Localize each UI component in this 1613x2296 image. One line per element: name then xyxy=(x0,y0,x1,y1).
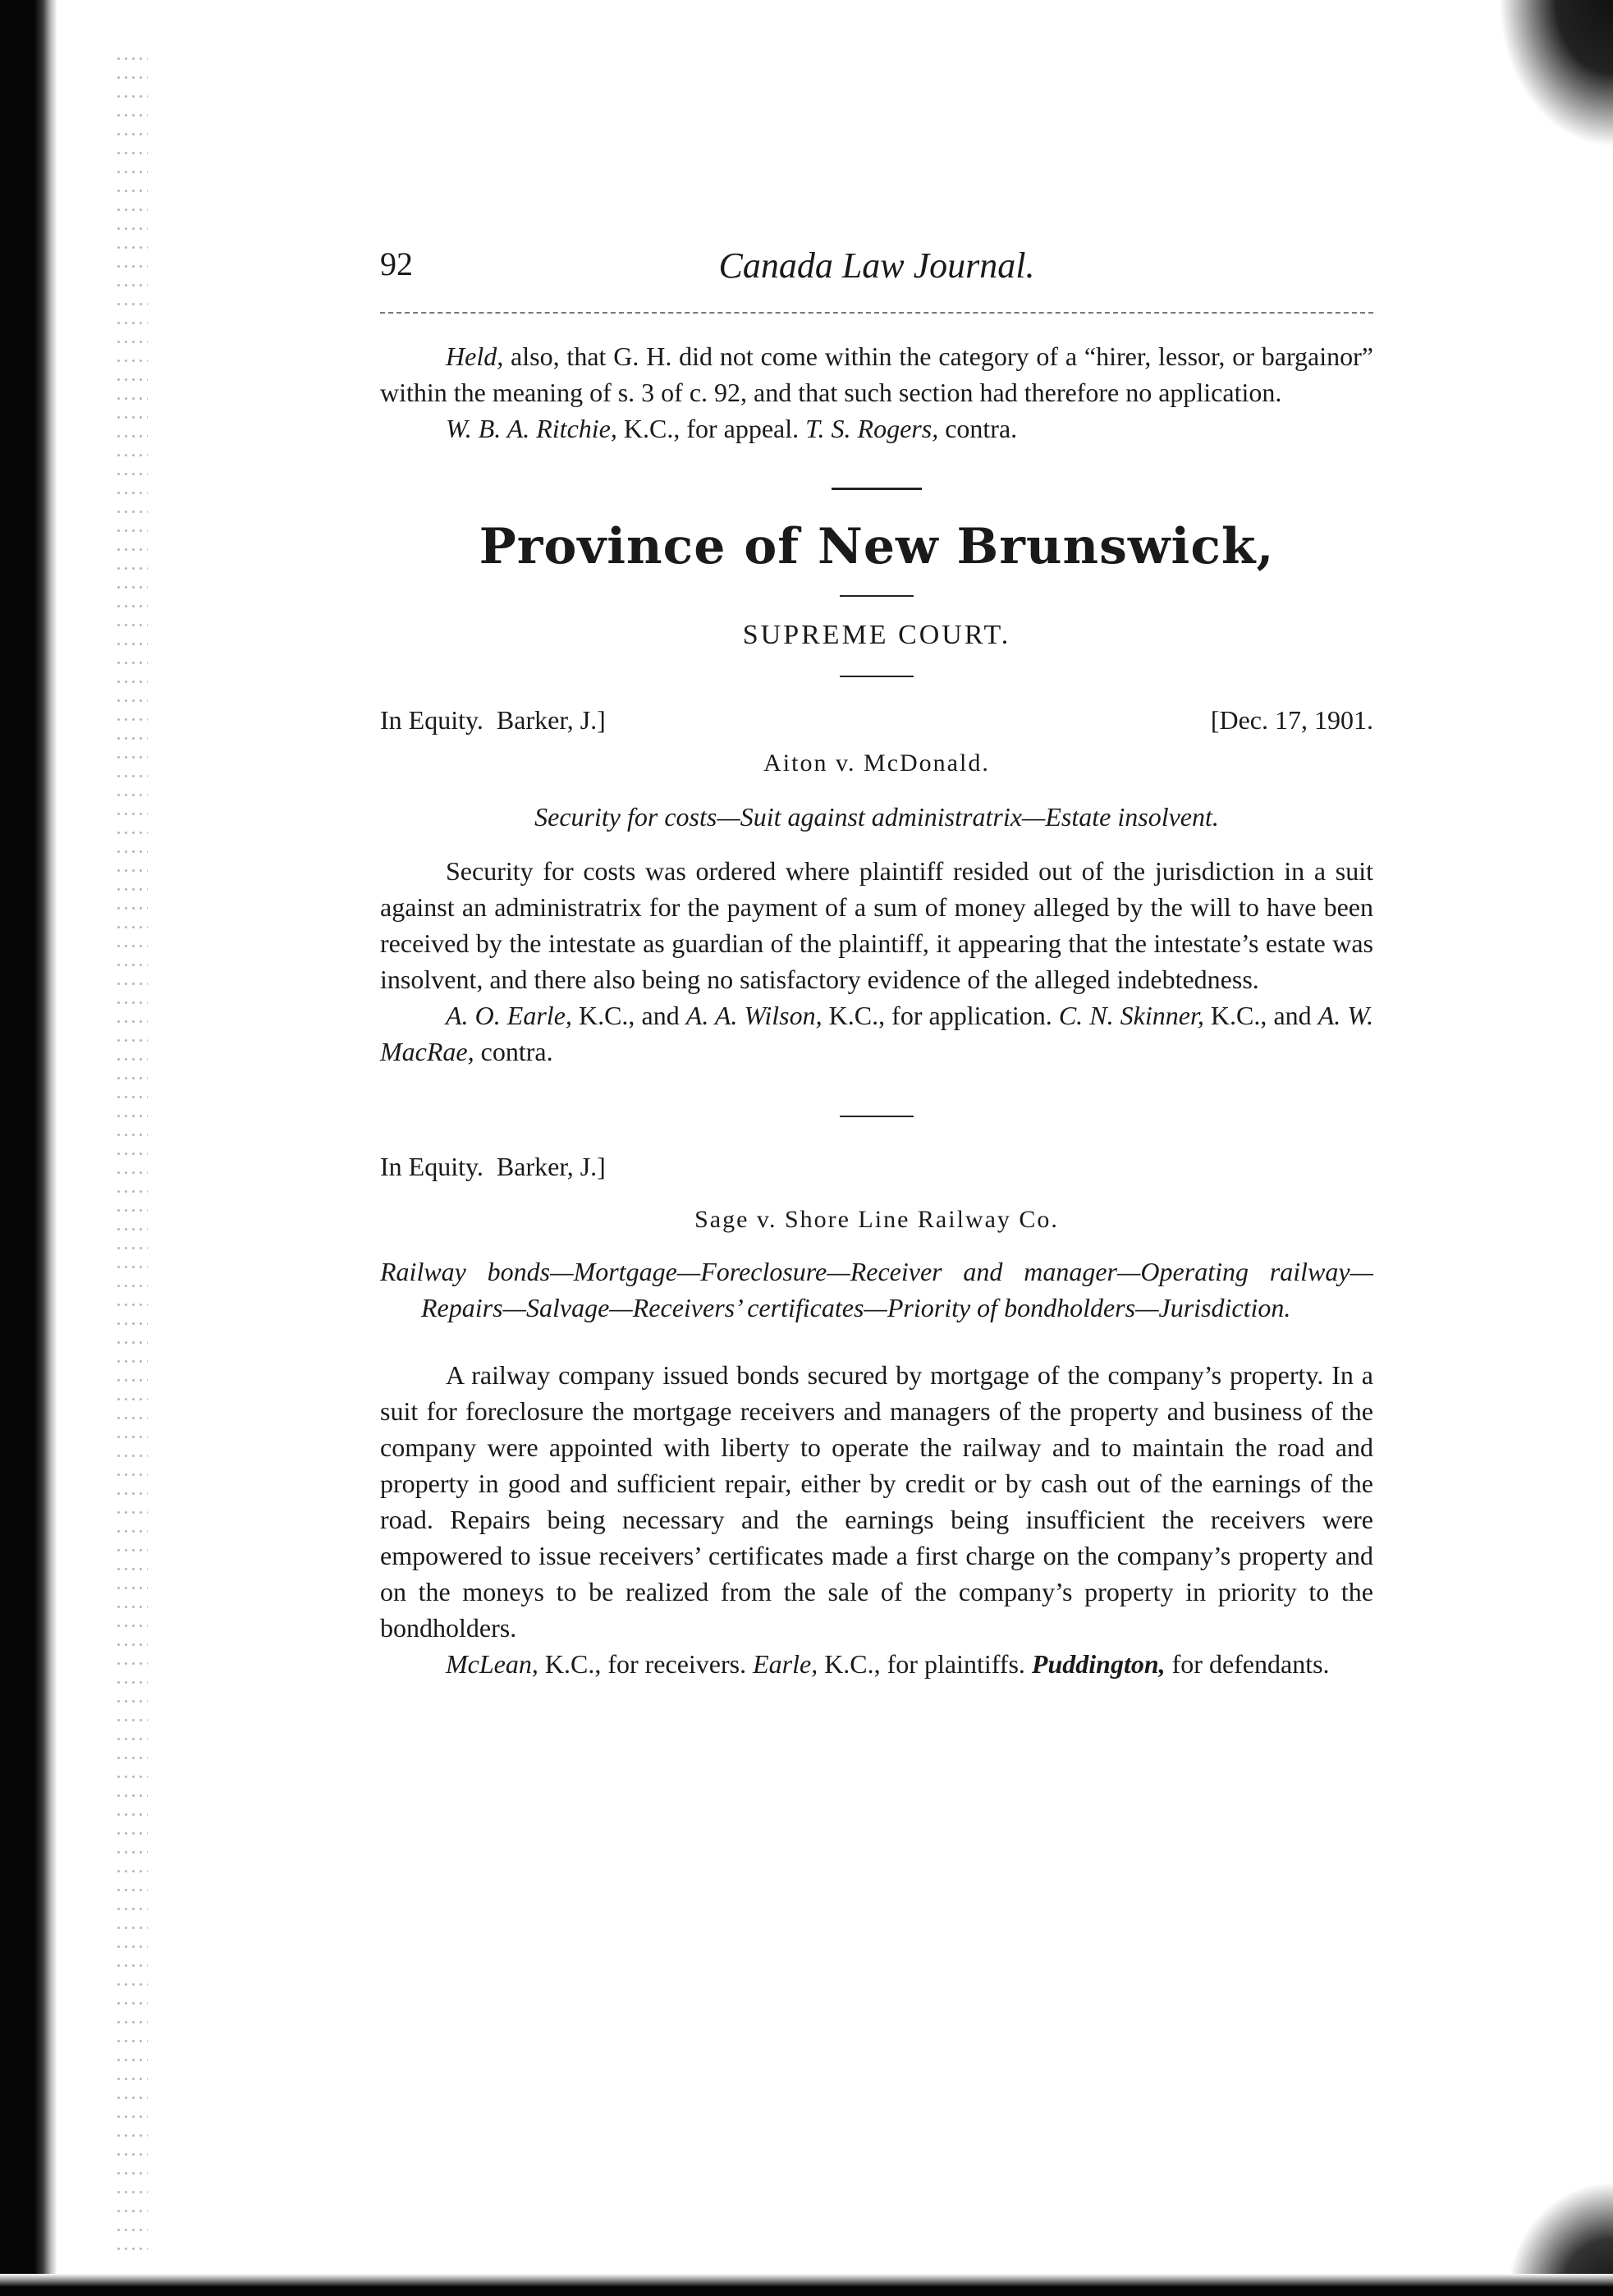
case2-division: In Equity. xyxy=(380,1152,483,1181)
counsel-text: for defendants. xyxy=(1165,1649,1330,1679)
counsel-name: Earle, xyxy=(753,1649,818,1679)
counsel-name: C. N. Skinner, xyxy=(1058,1001,1204,1030)
counsel-text: contra. xyxy=(938,414,1018,443)
case2-counsel xyxy=(380,1646,1373,1682)
counsel-name: A. W. MacRae, xyxy=(380,1001,1374,1066)
case1-division: In Equity. xyxy=(380,705,483,735)
counsel-text: K.C., for appeal. xyxy=(616,414,806,443)
case1-court-judge xyxy=(380,705,606,736)
page-number: 92 xyxy=(380,245,413,282)
counsel-name: A. O. Earle, xyxy=(446,1001,572,1030)
case2-court-judge xyxy=(380,1152,606,1182)
page-header xyxy=(380,238,1373,312)
scan-edge-left xyxy=(0,0,57,2296)
counsel-name: A. A. Wilson, xyxy=(685,1001,823,1030)
case2-body: A railway company issued bonds secured by mortgage of the company’s property. In a suit for foreclosure the mortgage receivers and managers of the property and business of the company were appointed with liberty to operate the railway and to maintain the road and property in good and sufficient repair, either by credit or by cash out of the earnings of the road. Repairs being necessary and the earnings being insufficient the receivers were empowered to issue receivers’ certificates made a first charge on the company’s property and on the moneys to be realized from the sale of the company’s property in priority to the bondholders. xyxy=(380,1360,1373,1643)
held-label: Held, xyxy=(446,341,504,371)
case2-judge: Barker, J.] xyxy=(496,1152,606,1181)
counsel-text: K.C., for receivers. xyxy=(538,1649,754,1679)
counsel-text: K.C., for application. xyxy=(822,1001,1059,1030)
held-text: also, that G. H. did not come within the category of a “hirer, lessor, or bargainor” within the meaning of s. 3 of c. 92, and that such section had therefore no application. xyxy=(380,341,1373,407)
scan-edge-bottom xyxy=(0,2274,1613,2296)
prev-case-counsel xyxy=(380,410,1373,447)
scan-speckle xyxy=(115,49,148,2266)
counsel-name: McLean, xyxy=(446,1649,538,1679)
case1-judge: Barker, J.] xyxy=(496,705,606,735)
case1-heading-line xyxy=(380,705,1373,743)
court-title: SUPREME COURT. xyxy=(742,620,1011,650)
case1-headnote: Security for costs—Suit against administratrix—Estate insolvent. xyxy=(534,802,1219,832)
counsel-text: K.C., for plaintiffs. xyxy=(818,1649,1032,1679)
case1-name: Aiton v. McDonald. xyxy=(763,749,990,777)
journal-page xyxy=(380,238,1373,1682)
counsel-text: K.C., and xyxy=(1203,1001,1318,1030)
counsel-name: W. B. A. Ritchie, xyxy=(446,414,617,443)
case1-date: [Dec. 17, 1901. xyxy=(1210,705,1373,735)
case2-headnote: Railway bonds—Mortgage—Foreclosure—Receiver and manager—Operating railway—Repairs—Salvage—Receivers’ certificates—Priority of bondholders—Jurisdiction. xyxy=(380,1257,1373,1322)
case1-counsel xyxy=(380,997,1373,1070)
counsel-text: K.C., and xyxy=(571,1001,686,1030)
province-title: Province of New Brunswick, xyxy=(479,518,1275,575)
scan-corner-top-right xyxy=(1498,0,1613,148)
case2-heading-line xyxy=(380,1152,1373,1189)
counsel-text: contra. xyxy=(474,1037,553,1066)
case1-body: Security for costs was ordered where plaintiff resided out of the jurisdiction in a suit against an administratrix for the payment of a sum of money alleged by the will to have been received by the intestate as guardian of the plaintiff, it appearing that the intestate’s estate was insolvent, and there also being no satisfactory evidence of the alleged indebtedness. xyxy=(380,856,1373,994)
running-title: Canada Law Journal. xyxy=(718,245,1035,286)
held-paragraph xyxy=(380,338,1373,410)
counsel-name: Puddington, xyxy=(1031,1649,1166,1679)
counsel-name: T. S. Rogers, xyxy=(805,414,939,443)
case2-name: Sage v. Shore Line Railway Co. xyxy=(694,1206,1059,1233)
